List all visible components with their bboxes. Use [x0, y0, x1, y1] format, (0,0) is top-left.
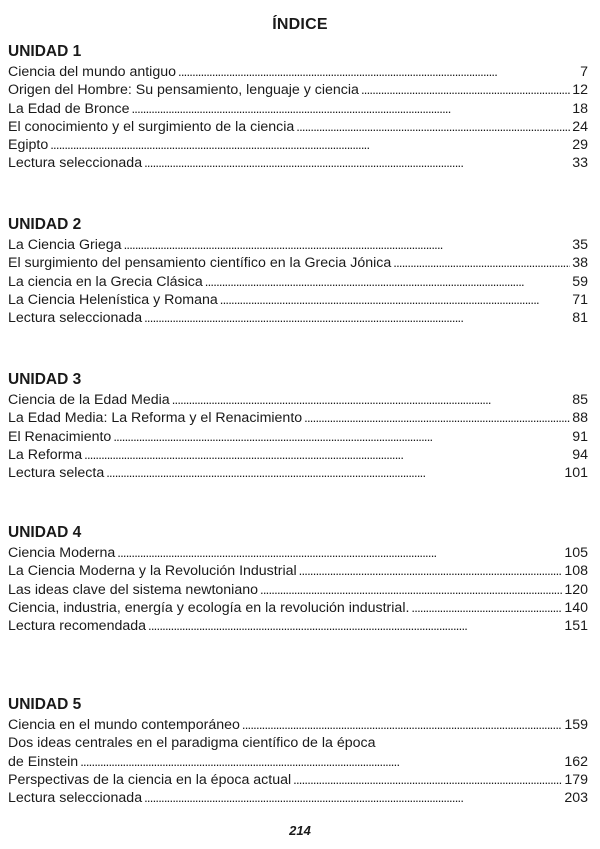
toc-entry	[8, 236, 588, 254]
entry-title: Lectura recomendada	[8, 618, 147, 635]
toc-entry	[8, 716, 588, 734]
entry-page: 120	[564, 581, 588, 598]
dot-leader	[411, 599, 562, 617]
toc-entry	[8, 118, 588, 136]
dot-leader	[144, 154, 570, 172]
entry-page: 18	[572, 100, 588, 117]
entry-page: 108	[564, 563, 588, 580]
page-number: 214	[289, 823, 311, 838]
entry-page: 29	[572, 137, 588, 154]
unit-2-section	[8, 215, 588, 327]
entry-page: 203	[564, 790, 588, 807]
entry-title: Ciencia, industria, energía y ecología en la revolución industrial.	[8, 599, 410, 616]
entry-page: 35	[572, 237, 588, 253]
index-title: ÍNDICE	[272, 16, 328, 33]
unit-heading: UNIDAD 3	[8, 371, 82, 388]
unit-heading: UNIDAD 1	[8, 43, 82, 60]
entry-page: 24	[572, 118, 588, 135]
toc-entry	[8, 100, 588, 118]
entry-page: 91	[572, 428, 588, 445]
entry-title: La Reforma	[8, 446, 83, 463]
dot-leader	[124, 236, 571, 254]
toc-entry	[8, 581, 588, 599]
toc-entry	[8, 154, 588, 172]
entry-page: 94	[572, 446, 588, 463]
toc-entry	[8, 428, 588, 446]
entry-title: Lectura seleccionada	[8, 155, 143, 172]
toc-entry-multiline	[8, 734, 588, 771]
entry-title: La ciencia en la Grecia Clásica	[8, 273, 203, 290]
toc-entry	[8, 617, 588, 635]
dot-leader	[393, 254, 570, 272]
entry-page: 105	[564, 545, 588, 561]
toc-entry	[8, 391, 588, 409]
entry-page: 162	[564, 753, 588, 770]
dot-leader	[293, 771, 562, 789]
dot-leader	[131, 100, 570, 118]
entry-page: 71	[572, 291, 588, 308]
entry-title: Egipto	[8, 137, 49, 154]
dot-leader	[117, 544, 562, 562]
entry-page: 33	[572, 155, 588, 172]
dot-leader	[361, 81, 570, 99]
entry-title: La Edad Media: La Reforma y el Renacimiento	[8, 410, 303, 427]
unit-5-section	[8, 695, 588, 807]
entry-title: Ciencia Moderna	[8, 545, 116, 561]
unit-heading: UNIDAD 2	[8, 216, 82, 233]
dot-leader	[172, 391, 571, 409]
entry-page: 85	[572, 392, 588, 408]
dot-leader	[296, 118, 570, 136]
toc-entry	[8, 81, 588, 99]
entry-title: Las ideas clave del sistema newtoniano	[8, 581, 259, 598]
toc-entry	[8, 562, 588, 580]
entry-title: Lectura selecta	[8, 465, 105, 482]
entry-title: La Edad de Bronce	[8, 100, 130, 117]
dot-leader	[299, 562, 563, 580]
entry-page: 151	[564, 618, 588, 635]
toc-entry	[8, 771, 588, 789]
dot-leader	[260, 581, 562, 599]
toc-entry	[8, 789, 588, 807]
dot-leader	[84, 446, 570, 464]
toc-entry	[8, 273, 588, 291]
unit-4-section	[8, 523, 588, 635]
dot-leader	[144, 789, 562, 807]
entry-page: 59	[572, 273, 588, 290]
entry-title: Lectura seleccionada	[8, 790, 143, 807]
entry-page: 7	[580, 64, 588, 80]
toc-entry	[8, 464, 588, 482]
dot-leader	[148, 617, 562, 635]
entry-page: 38	[572, 255, 588, 272]
entry-title: Dos ideas centrales en el paradigma científico de la época	[8, 735, 376, 752]
toc-entry	[8, 409, 588, 427]
entry-page: 12	[572, 82, 588, 99]
dot-leader	[106, 464, 562, 482]
dot-leader	[178, 63, 578, 81]
entry-title: Ciencia del mundo antiguo	[8, 64, 176, 80]
dot-leader	[113, 428, 570, 446]
entry-title: Ciencia en el mundo contemporáneo	[8, 717, 240, 733]
entry-title: Lectura seleccionada	[8, 310, 143, 327]
entry-title: El surgimiento del pensamiento científico en la Grecia Jónica	[8, 255, 392, 272]
entry-title: El conocimiento y el surgimiento de la ciencia	[8, 118, 295, 135]
toc-entry	[8, 599, 588, 617]
entry-page: 88	[572, 410, 588, 427]
toc-entry	[8, 309, 588, 327]
entry-page: 179	[564, 771, 588, 788]
unit-3-section	[8, 370, 588, 482]
dot-leader	[220, 291, 570, 309]
dot-leader	[242, 716, 562, 734]
entry-title-continuation: de Einstein	[8, 753, 79, 770]
dot-leader	[50, 136, 570, 154]
dot-leader	[304, 409, 570, 427]
entry-title: La Ciencia Helenística y Romana	[8, 291, 218, 308]
unit-heading: UNIDAD 4	[8, 524, 82, 541]
dot-leader	[144, 309, 570, 327]
dot-leader	[205, 273, 570, 291]
toc-entry	[8, 544, 588, 562]
toc-entry	[8, 254, 588, 272]
entry-title: La Ciencia Griega	[8, 237, 122, 253]
entry-page: 140	[564, 599, 588, 616]
entry-title: La Ciencia Moderna y la Revolución Industrial	[8, 563, 297, 580]
toc-entry	[8, 63, 588, 81]
unit-1-section	[8, 42, 588, 173]
entry-page: 159	[564, 717, 588, 733]
entry-title: Ciencia de la Edad Media	[8, 392, 170, 408]
entry-title: El Renacimiento	[8, 428, 112, 445]
entry-page: 101	[564, 465, 588, 482]
entry-title: Origen del Hombre: Su pensamiento, lenguaje y ciencia	[8, 82, 359, 99]
unit-heading: UNIDAD 5	[8, 696, 82, 713]
toc-entry	[8, 291, 588, 309]
dot-leader	[80, 753, 562, 771]
entry-page: 81	[572, 310, 588, 327]
toc-entry	[8, 136, 588, 154]
toc-entry	[8, 446, 588, 464]
entry-title: Perspectivas de la ciencia en la época actual	[8, 771, 292, 788]
